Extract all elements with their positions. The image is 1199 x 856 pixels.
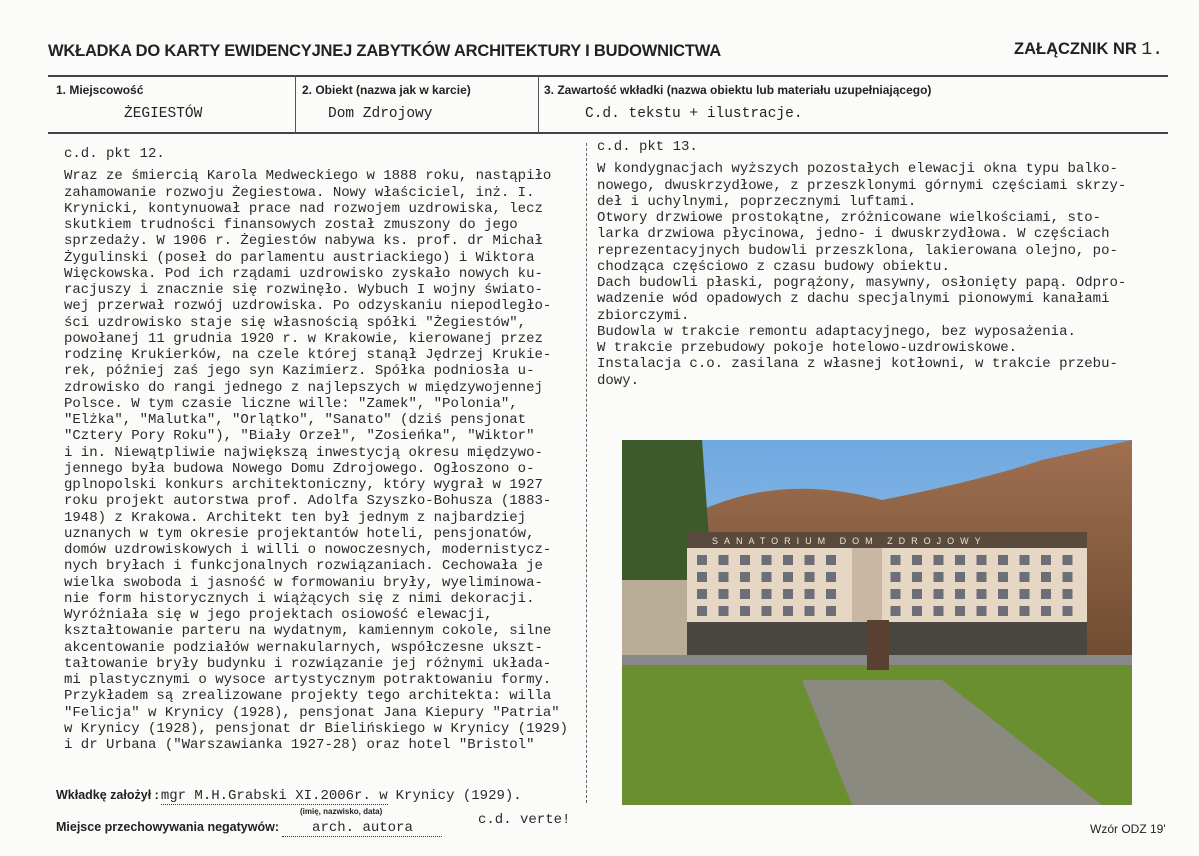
text-line: skutkiem trudności finansowych został zmuszony do jego [64, 217, 518, 233]
window [719, 589, 729, 599]
window [891, 606, 901, 616]
window [912, 572, 922, 582]
divider [48, 132, 1168, 134]
window [805, 555, 815, 565]
window [977, 572, 987, 582]
field-value-contents: C.d. tekstu + ilustracje. [585, 106, 803, 122]
window [934, 572, 944, 582]
window [697, 572, 707, 582]
text-line: Żygulinski (poseł do parlamentu austriackiego) i Wiktora [64, 249, 535, 266]
window [826, 589, 836, 599]
text-line: Instalacja c.o. zasilana z własnej kotłowni, w trakcie przebu- [597, 356, 1118, 373]
text-line: i dr Urbana ("Warszawianka 1927-28) oraz hotel "Bristol" [64, 737, 535, 753]
text-line: Budowla w trakcie remontu adaptacyjnego, bez wyposażenia. [597, 323, 1076, 340]
field-value-locality: ŻEGIESTÓW [124, 106, 203, 122]
window [826, 572, 836, 582]
window [1063, 589, 1073, 599]
text-line: tałtowanie bryły budynku i rozwiązanie jej różnymi układa- [64, 655, 552, 672]
text-line: Krynicki, kontynuował prace nad rozwojem uzdrowiska, lecz [64, 200, 543, 217]
building-photo [622, 440, 1132, 805]
continued-note: c.d. verte! [478, 812, 571, 828]
text-line: Wyróżniała się w jego projektach osiowość elewacji, [64, 607, 493, 623]
text-line: kształtowanie parteru na wydatnym, kamiennym cokole, silne [64, 623, 552, 640]
window [826, 606, 836, 616]
window [891, 589, 901, 599]
text-line: nie form historycznych i wiążących się z nimi dekoracji. [64, 590, 535, 607]
negatives-label: Miejsce przechowywania negatywów: [56, 820, 279, 834]
window [697, 555, 707, 565]
window [955, 589, 965, 599]
window [783, 589, 793, 599]
window [1063, 555, 1073, 565]
field-label-locality: 1. Miejscowość [56, 83, 144, 97]
window [783, 606, 793, 616]
building-sign: SANATORIUM DOM ZDROJOWY [712, 536, 987, 546]
window [977, 555, 987, 565]
window [826, 555, 836, 565]
form-code: Wzór ODZ 19' [1090, 822, 1166, 836]
annex-value: 1. [1141, 40, 1164, 60]
window [912, 606, 922, 616]
annex-number [1014, 40, 1163, 60]
text-line: sprzedaży. W 1906 r. Żegiestów nabywa ks. prof. dr Michał [64, 233, 543, 250]
window [805, 572, 815, 582]
divider [295, 76, 296, 133]
window [891, 555, 901, 565]
window [955, 572, 965, 582]
right-paragraph [597, 161, 1126, 389]
text-line: ści uzdrowisko staje się własnością spółki "Żegiestów", [64, 314, 527, 331]
text-line: Wraz ze śmiercią Karola Medweckiego w 1888 roku, nastąpiło [64, 168, 552, 185]
left-text-column [64, 146, 568, 753]
text-line: w Krynicy (1928), pensjonat dr Bielińskiego w Krynicy (1929) [64, 720, 569, 737]
founder-value: mgr M.H.Grabski XI.2006r. w [160, 788, 388, 804]
window [998, 606, 1008, 616]
left-paragraph [64, 168, 568, 753]
text-line: i in. Niewątpliwie największą inwestycją okresu międzywo- [64, 444, 543, 461]
text-line: Otwory drzwiowe prostokątne, zróżnicowane wielkościami, sto- [597, 210, 1102, 226]
text-line: wadzenie wód opadowych z dachu specjalnymi pionowymi kanałami [597, 291, 1110, 308]
text-line: deł i uchylnymi, poprzecznymi luftami. [597, 193, 917, 210]
text-line: powołanej 11 grudnia 1920 r. w Krakowie, kierowanej przez [64, 330, 543, 347]
window [719, 555, 729, 565]
window [719, 572, 729, 582]
window [955, 555, 965, 565]
window [740, 572, 750, 582]
window [1041, 589, 1051, 599]
window [1041, 572, 1051, 582]
text-line: zdrowisko do rangi jednego z najlepszych w międzywojennej [64, 379, 543, 396]
text-line: Więckowska. Pod ich rządami uzdrowisko zyskało nowych ku- [64, 265, 543, 282]
window [719, 606, 729, 616]
text-line: jennego była budowa Nowego Domu Zdrojowego. Ogłoszono o- [64, 460, 535, 477]
window [977, 606, 987, 616]
text-line: wej przerwał rozwój uzdrowiska. Po odzyskaniu niepodległo- [64, 298, 552, 315]
sanatorium-photo-illustration [622, 440, 1132, 805]
window [1041, 606, 1051, 616]
text-line: mi plastycznymi o wysoce artystycznym potraktowaniu formy. [64, 672, 552, 688]
window [740, 589, 750, 599]
right-heading: c.d. pkt 13. [597, 139, 698, 155]
window [891, 572, 901, 582]
text-line: zbiorczymi. [597, 307, 690, 324]
form-title: WKŁADKA DO KARTY EWIDENCYJNEJ ZABYTKÓW ARCHITEKTURY I BUDOWNICTWA [48, 42, 721, 60]
window [934, 589, 944, 599]
text-line: nych bryłach i funkcjonalnych rozwiązaniach. Cechowała je [64, 558, 543, 575]
negatives-value: arch. autora [282, 820, 442, 837]
window [805, 606, 815, 616]
window [998, 572, 1008, 582]
window [740, 606, 750, 616]
window [783, 572, 793, 582]
window [1063, 606, 1073, 616]
window [912, 555, 922, 565]
text-line: rek, później zaś jego syn Kazimierz. Spółka podniosła u- [64, 363, 535, 380]
text-line: larka drzwiowa płycinowa, jedno- i dwuskrzydłowa. W częściach [597, 226, 1110, 243]
annex-label: ZAŁĄCZNIK NR [1014, 40, 1137, 58]
text-line: Przykładem są zrealizowane projekty tego architekta: willa [64, 688, 552, 705]
window [977, 589, 987, 599]
window [1041, 555, 1051, 565]
window [998, 555, 1008, 565]
window [998, 589, 1008, 599]
window [1063, 572, 1073, 582]
window [762, 606, 772, 616]
founder-continuation: Krynicy (1929). [395, 788, 522, 804]
text-line: "Cztery Pory Roku"), "Biały Orzeł", "Zosieńka", "Wiktor" [64, 428, 535, 445]
window [805, 589, 815, 599]
window [912, 589, 922, 599]
text-line: "Elżka", "Malutka", "Orlątko", "Sanato" (dziś pensjonat [64, 412, 527, 428]
field-label-object: 2. Obiekt (nazwa jak w karcie) [302, 83, 471, 97]
divider [48, 75, 1168, 77]
window [1020, 606, 1030, 616]
window [1020, 589, 1030, 599]
negatives-row [56, 820, 442, 837]
founder-row [56, 788, 522, 805]
window [955, 606, 965, 616]
window [1020, 572, 1030, 582]
founder-hint: (imię, nazwisko, data) [300, 807, 383, 816]
window [783, 555, 793, 565]
text-line: racjuszy i znacznie się rozwinęło. Wybuch I wojny świato- [64, 282, 543, 298]
text-line: reprezentacyjnych budowli przeszklona, lakierowana olejno, po- [597, 242, 1118, 259]
window [740, 555, 750, 565]
window [1020, 555, 1030, 565]
window [762, 555, 772, 565]
text-line: zahamowanie rozwoju Żegiestowa. Nowy właściciel, inż. I. [64, 184, 535, 201]
text-line: uznanych w tym okresie projektantów hoteli, pensjonatów, [64, 525, 535, 542]
text-line: W trakcie przebudowy pokoje hotelowo-uzdrowiskowe. [597, 340, 1018, 356]
divider [538, 76, 539, 133]
text-line: wielka swoboda i jasność w formowaniu bryły, wyeliminowa- [64, 574, 543, 591]
text-line: 1948) z Krakowa. Architekt ten był jednym z najbardziej [64, 509, 527, 526]
left-heading: c.d. pkt 12. [64, 146, 165, 162]
text-line: nowego, dwuskrzydłowe, z przeszklonymi górnymi częściami skrzy- [597, 177, 1127, 194]
window [697, 606, 707, 616]
text-line: akcentowanie podziałów wernakularnych, współczesne ukszt- [64, 639, 543, 656]
right-text-column [597, 139, 1126, 389]
text-line: gplnopolski konkurs architektoniczny, który wygrał w 1927 [64, 477, 543, 493]
founder-label: Wkładkę założył : [56, 788, 159, 802]
window [934, 555, 944, 565]
field-value-object: Dom Zdrojowy [328, 106, 433, 122]
text-line: domów uzdrowiskowych i willi o nowoczesnych, modernistycz- [64, 542, 552, 558]
field-label-contents: 3. Zawartość wkładki (nazwa obiektu lub materiału uzupełniającego) [544, 83, 932, 97]
text-line: W kondygnacjach wyższych pozostałych elewacji okna typu balko- [597, 161, 1118, 178]
text-line: chodząca częściowo z czasu budowy obiektu. [597, 258, 950, 275]
text-line: roku projekt autorstwa prof. Adolfa Szyszko-Bohusza (1883- [64, 493, 552, 510]
text-line: rodzinę Krukierków, na czele której stanął Jędrzej Krukie- [64, 347, 552, 363]
window [762, 589, 772, 599]
window [697, 589, 707, 599]
text-line: "Felicja" w Krynicy (1928), pensjonat Jana Kiepury "Patria" [64, 704, 560, 721]
column-divider [586, 143, 587, 803]
window [762, 572, 772, 582]
window [934, 606, 944, 616]
text-line: Dach budowli płaski, pogrążony, masywny, osłonięty papą. Odpro- [597, 275, 1127, 291]
text-line: dowy. [597, 372, 640, 389]
text-line: Polsce. W tym czasie liczne wille: "Zamek", "Polonia", [64, 395, 518, 412]
